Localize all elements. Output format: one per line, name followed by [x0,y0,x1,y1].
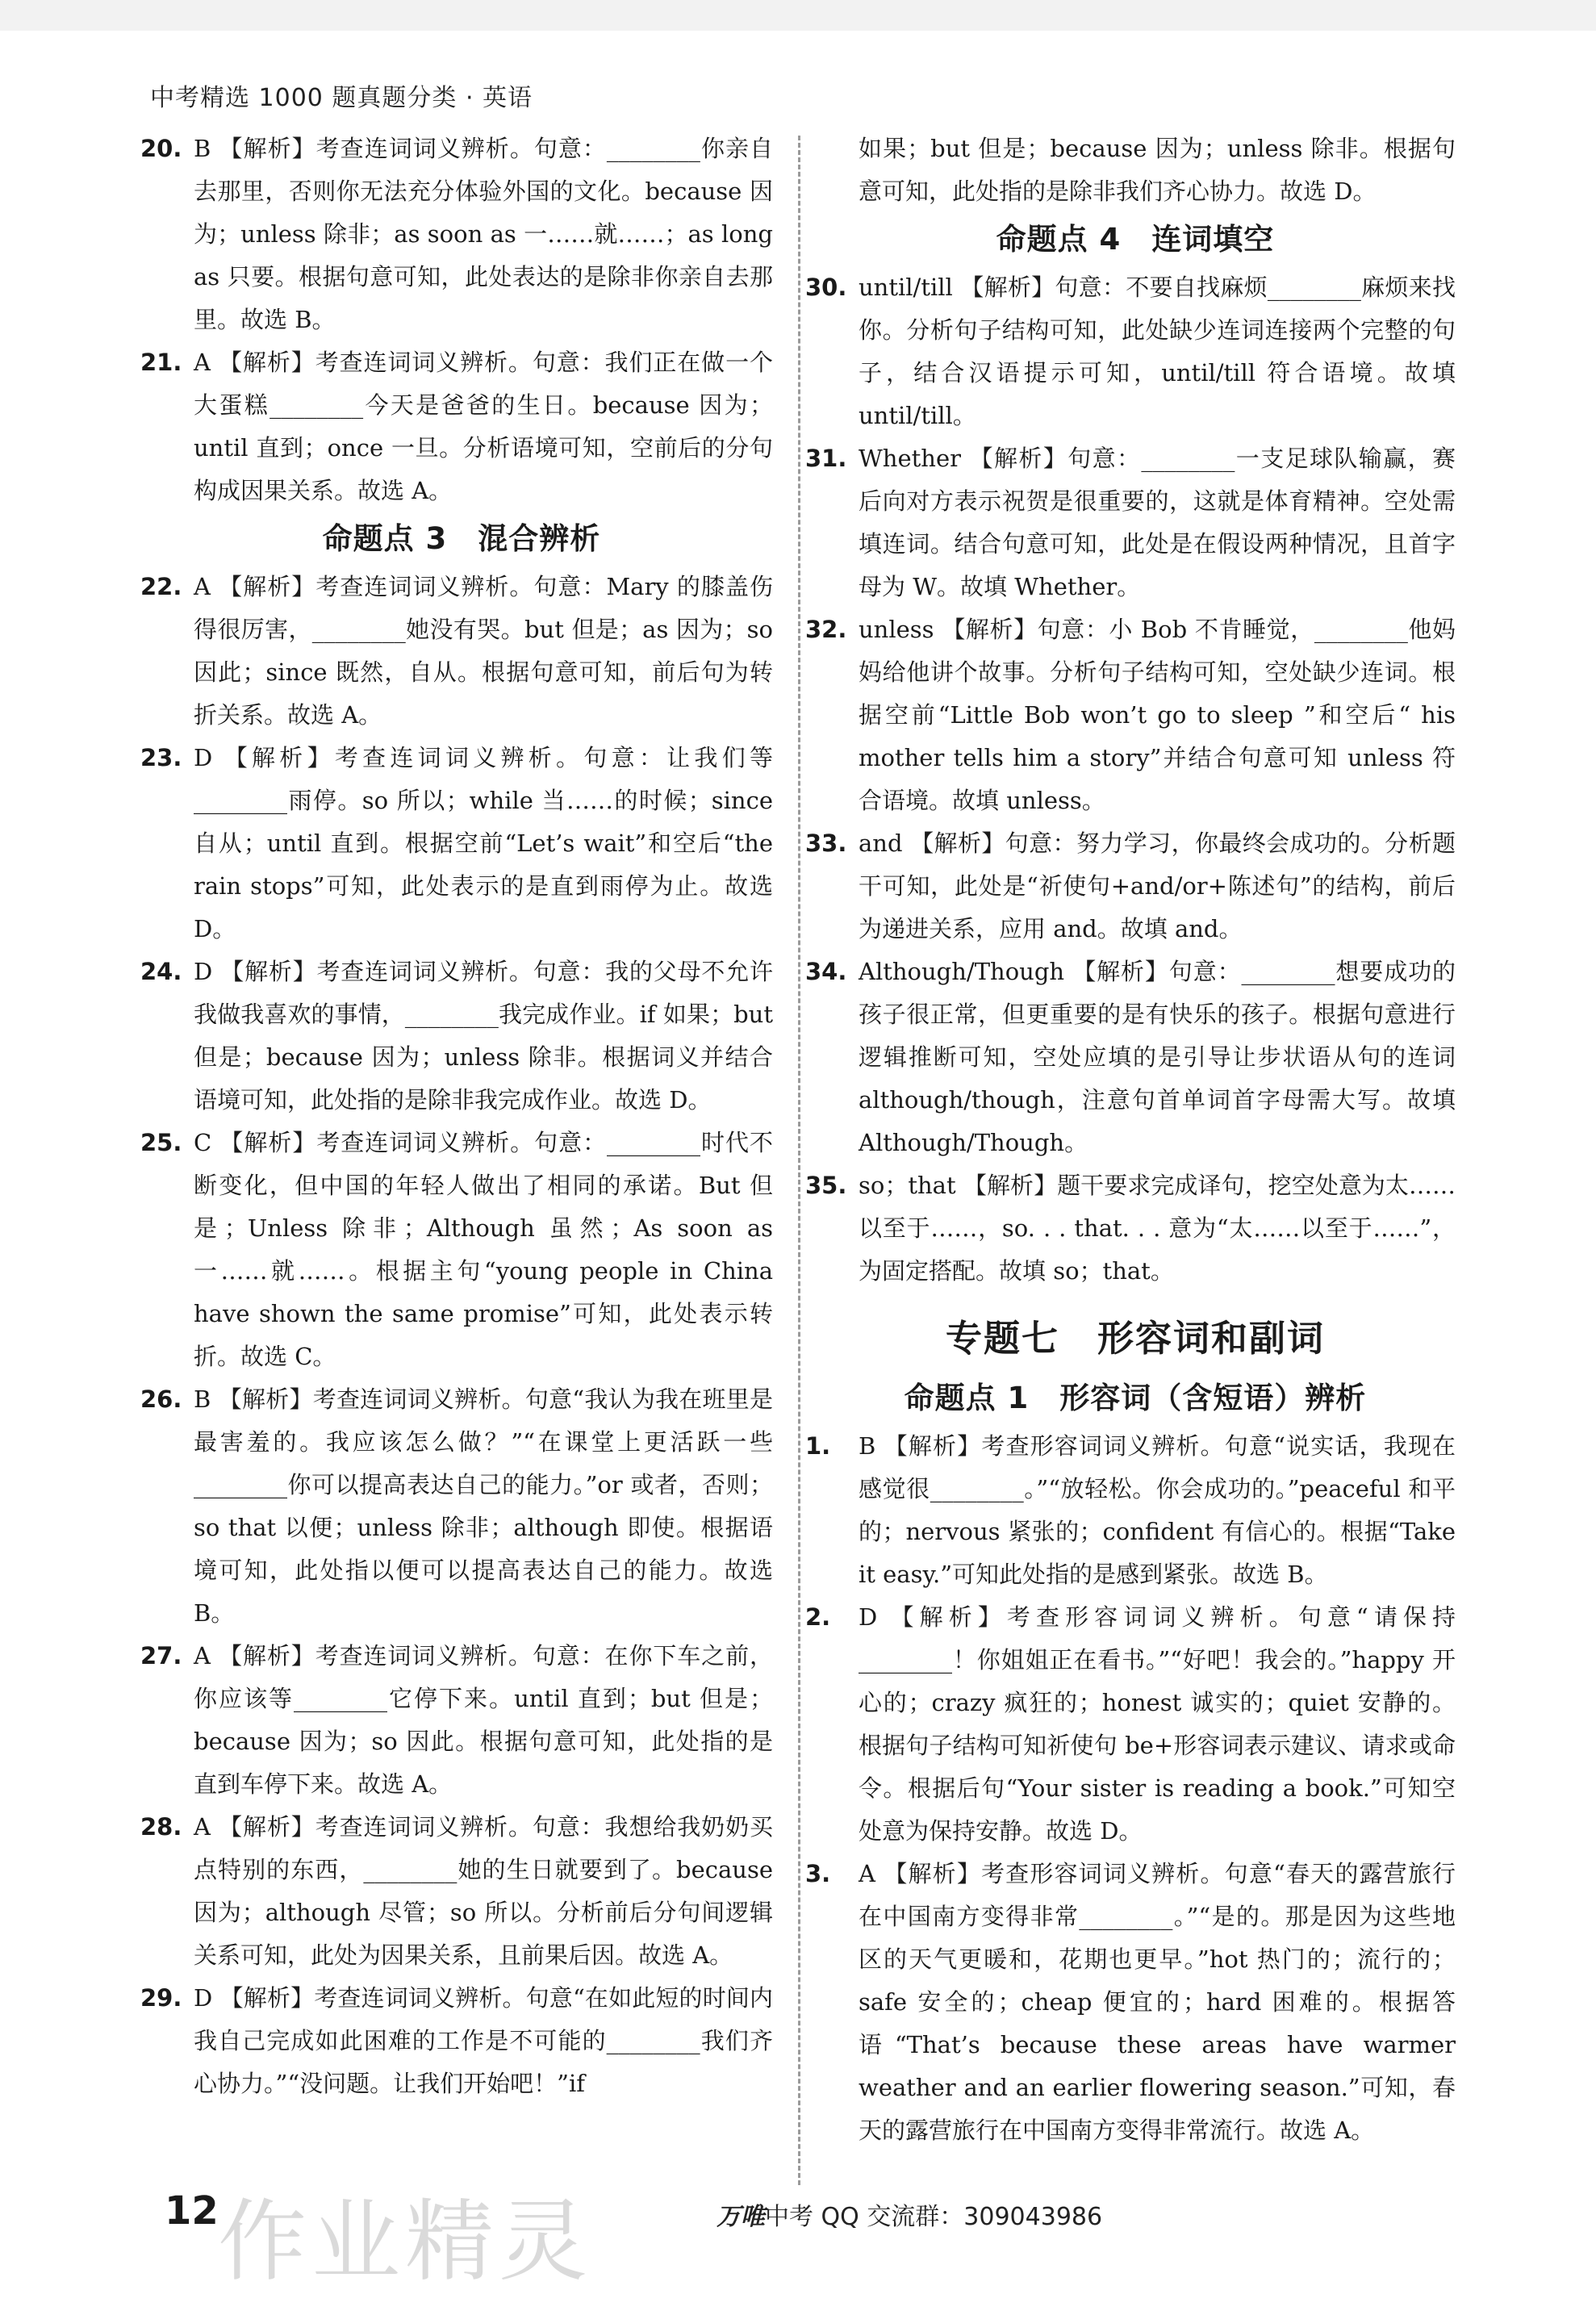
section-heading: 命题点 3 混合辨析 [322,521,601,556]
answer-item [140,951,773,1122]
watermark: 作业精灵 [218,2190,592,2293]
answer-item [140,127,773,341]
item-text: A 【解析】考查连词词义辨析。句意：我想给我奶奶买点特别的东西，________她的生日就要到了。because 因为；although 尽管；so 所以。分析前后分句间逻辑关系可知，此处为因果关系，且前果后因。故选 A。 [194,1813,773,1969]
item-number: 27. [140,1642,182,1670]
item-text: B 【解析】考查连词词义辨析。句意：________你亲自去那里，否则你无法充分体验外国的文化。because 因为；unless 除非；as soon as 一……就……；as long as 只要。根据句意可知，此处表达的是除非你亲自去那里。故选 B。 [194,135,773,333]
item-text: D 【解析】考查连词词义辨析。句意：让我们等________雨停。so 所以；while 当……的时候；since 自从；until 直到。根据空前“Let’s wait”和空后“the rain stops”可知，此处表示的是直到雨停为止。故选 D。 [194,744,773,942]
item-text: Whether 【解析】句意：________一支足球队输赢，赛后向对方表示祝贺是很重要的，这就是体育精神。空处需填连词。结合句意可知，此处是在假设两种情况，且首字母为 W。故填 Whether。 [859,445,1456,600]
item-text: D 【解析】考查形容词词义辨析。句意“请保持________！你姐姐正在看书。”“好吧！我会的。”happy 开心的；crazy 疯狂的；honest 诚实的；quiet 安静的。根据句子结构可知祈使句 be+形容词表示建议、请求或命令。根据后句“Your sister is reading a book.”可知空处意为保持安静。故选 D。 [859,1603,1456,1845]
item-number: 26. [140,1385,182,1413]
item-text: Although/Though 【解析】句意：________想要成功的孩子很正常，但更重要的是有快乐的孩子。根据句意进行逻辑推断可知，空处应填的是引导让步状语从句的连词 although/though，注意句首单词首字母需大写。故填 Although/Though。 [859,958,1456,1156]
item-text: until/till 【解析】句意：不要自找麻烦________麻烦来找你。分析句子结构可知，此处缺少连词连接两个完整的句子，结合汉语提示可知，until/till 符合语境。故填 until/till。 [859,274,1456,429]
item-text: C 【解析】考查连词词义辨析。句意：________时代不断变化，但中国的年轻人做出了相同的承诺。But 但是；Unless 除非；Although 虽然；As soon as 一……就……。根据主句“young people in China have shown the same promise”可知，此处表示转折。故选 C。 [194,1129,773,1370]
chapter-title: 专题七 形容词和副词 [945,1317,1325,1360]
item-text: D 【解析】考查连词词义辨析。句意“在如此短的时间内我自己完成如此困难的工作是不可能的________我们齐心协力。”“没问题。让我们开始吧！”if [194,1984,773,2097]
footer [717,2196,1102,2232]
footer-text: 中考 QQ 交流群：309043986 [765,2203,1103,2231]
answer-continuation [815,127,1456,213]
answer-item [805,266,1456,437]
answer-item [140,1977,773,2105]
item-number: 24. [140,958,182,985]
answer-item [805,437,1456,608]
answer-item [140,566,773,737]
answer-item [140,1122,773,1378]
item-text: B 【解析】考查连词词义辨析。句意“我认为我在班里是最害羞的。我应该怎么做？”“在课堂上更活跃一些________你可以提高表达自己的能力。”or 或者，否则；so that 以便；unless 除非；although 即使。根据语境可知，此处指以便可以提高表达自己的能力。故选 B。 [194,1385,773,1627]
item-text: A 【解析】考查连词词义辨析。句意：Mary 的膝盖伤得很厉害，________她没有哭。but 但是；as 因为；so 因此；since 既然，自从。根据句意可知，前后句为转折关系。故选 A。 [194,573,773,729]
right-column [805,127,1456,2152]
item-number: 21. [140,349,182,376]
item-number: 23. [140,744,182,771]
item-number: 31. [805,445,847,472]
item-text: A 【解析】考查形容词词义辨析。句意“春天的露营旅行在中国南方变得非常________。”“是的。那是因为这些地区的天气更暖和，花期也更早。”hot 热门的；流行的；safe 安全的；cheap 便宜的；hard 困难的。根据答语“That’s because these areas have warmer weather and an earlier flowering season.”可知，春天的露营旅行在中国南方变得非常流行。故选 A。 [859,1860,1456,2144]
item-text: 如果；but 但是；because 因为；unless 除非。根据句意可知，此处指的是除非我们齐心协力。故选 D。 [859,135,1456,205]
item-number: 20. [140,135,182,162]
answer-item [805,951,1456,1164]
item-text: so；that 【解析】题干要求完成译句，挖空处意为太……以至于……，so. . . that. . . 意为“太……以至于……”，为固定搭配。故填 so；that。 [859,1172,1456,1285]
answer-item [805,1425,1456,1596]
item-number: 1. [805,1432,831,1460]
page-header: 中考精选 1000 题真题分类 · 英语 [150,84,533,112]
item-number: 33. [805,830,847,857]
section-heading: 命题点 4 连词填空 [996,222,1275,257]
page-number: 12 [165,2188,219,2234]
answer-item [140,737,773,951]
top-strip [0,0,1596,31]
item-number: 28. [140,1813,182,1841]
item-number: 3. [805,1860,831,1887]
item-text: unless 【解析】句意：小 Bob 不肯睡觉，________他妈妈给他讲个故事。分析句子结构可知，空处缺少连词。根据空前“Little Bob won’t go to sleep ”和空后“ his mother tells him a story”并结合句意可知 unless 符合语境。故填 unless。 [859,616,1456,814]
item-text: A 【解析】考查连词词义辨析。句意：在你下车之前，你应该等________它停下来。until 直到；but 但是；because 因为；so 因此。根据句意可知，此处指的是直到车停下来。故选 A。 [194,1642,773,1798]
item-text: and 【解析】句意：努力学习，你最终会成功的。分析题干可知，此处是“祈使句+and/or+陈述句”的结构，前后为递进关系，应用 and。故填 and。 [859,830,1456,942]
item-text: D 【解析】考查连词词义辨析。句意：我的父母不允许我做我喜欢的事情，________我完成作业。if 如果；but 但是；because 因为；unless 除非。根据词义并结合语境可知，此处指的是除非我完成作业。故选 D。 [194,958,773,1114]
answer-item [805,608,1456,822]
item-number: 34. [805,958,847,985]
answer-item [140,1806,773,1977]
item-number: 30. [805,274,847,301]
answer-item [805,1853,1456,2152]
answer-item [140,1378,773,1635]
item-text: A 【解析】考查连词词义辨析。句意：我们正在做一个大蛋糕________今天是爸爸的生日。because 因为；until 直到；once 一旦。分析语境可知，空前后的分句构成因果关系。故选 A。 [194,349,773,504]
answer-item [805,1164,1456,1293]
item-number: 29. [140,1984,182,2012]
left-column [140,127,773,2105]
item-number: 25. [140,1129,182,1156]
answer-item [140,1635,773,1806]
item-number: 32. [805,616,847,643]
item-number: 2. [805,1603,831,1631]
item-number: 22. [140,573,182,600]
section-heading: 命题点 1 形容词（含短语）辨析 [904,1381,1367,1415]
answer-item [805,822,1456,951]
answer-item [140,341,773,512]
answer-item [805,1596,1456,1853]
item-text: B 【解析】考查形容词词义辨析。句意“说实话，我现在感觉很________。”“放轻松。你会成功的。”peaceful 和平的；nervous 紧张的；confident 有信心的。根据“Take it easy.”可知此处指的是感到紧张。故选 B。 [859,1432,1456,1588]
brand-logo: 万唯 [717,2203,765,2231]
item-number: 35. [805,1172,847,1199]
column-divider [798,136,800,2185]
